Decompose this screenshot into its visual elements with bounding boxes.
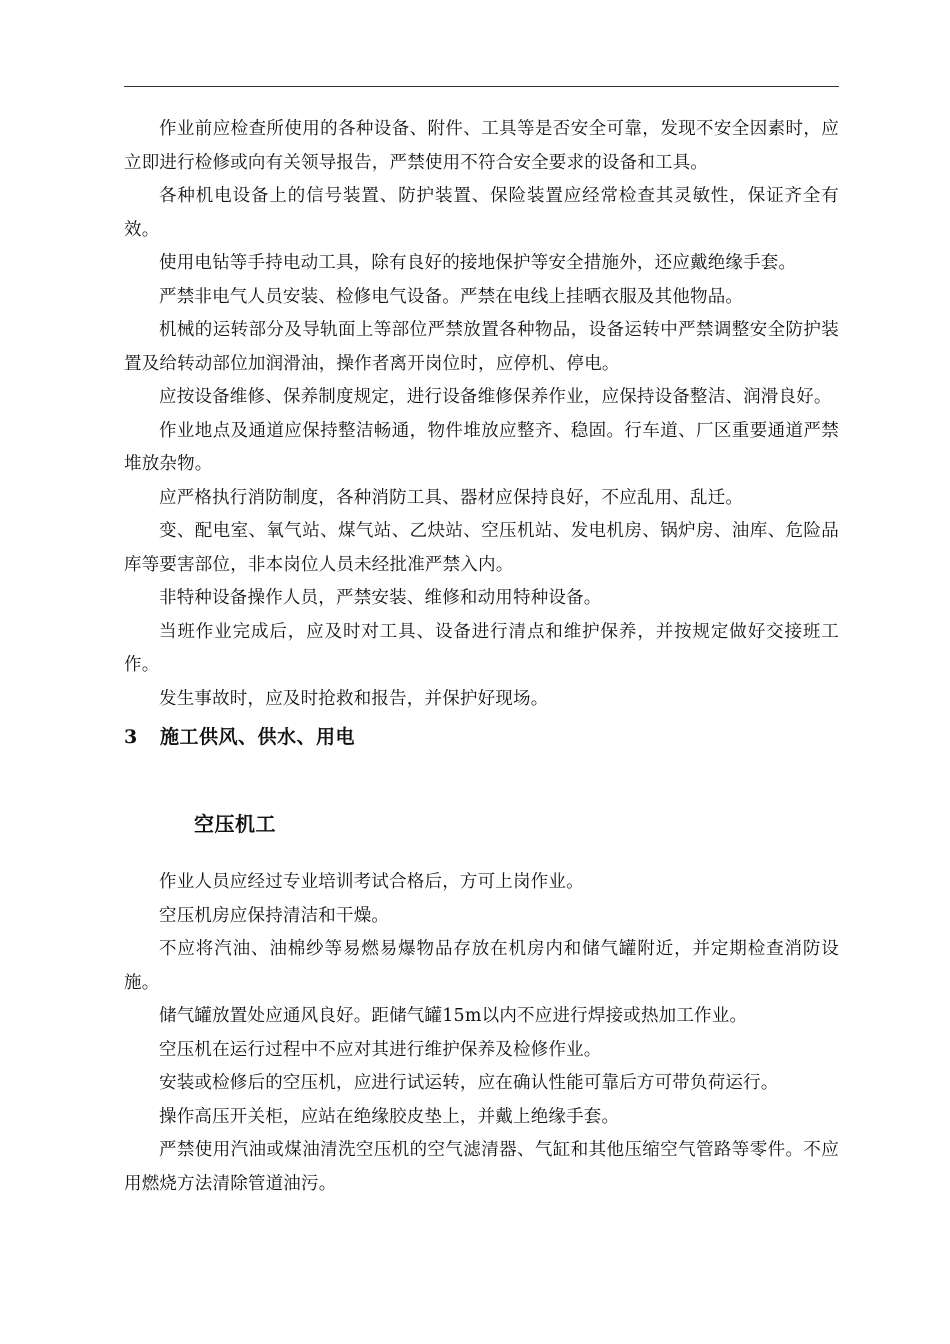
paragraph: 当班作业完成后，应及时对工具、设备进行清点和维护保养，并按规定做好交接班工作。 (124, 621, 839, 675)
paragraph: 非特种设备操作人员，严禁安装、维修和动用特种设备。 (159, 588, 602, 608)
header-rule (124, 86, 839, 87)
paragraph: 应严格执行消防制度，各种消防工具、器材应保持良好，不应乱用、乱迁。 (159, 487, 744, 508)
paragraph: 作业地点及通道应保持整洁畅通，物件堆放应整齐、稳固。行车道、厂区重要通道严禁堆放杂物。 (124, 420, 839, 474)
paragraph: 空压机房应保持清洁和干燥。 (159, 905, 390, 926)
paragraph: 使用电钻等手持电动工具，除有良好的接地保护等安全措施外，还应戴绝缘手套。 (159, 253, 797, 273)
paragraph: 安装或检修后的空压机，应进行试运转，应在确认性能可靠后方可带负荷运行。 (159, 1073, 779, 1093)
paragraph: 作业人员应经过专业培训考试合格后，方可上岗作业。 (159, 872, 584, 892)
paragraph: 空压机在运行过程中不应对其进行维护保养及检修作业。 (159, 1039, 602, 1060)
paragraph: 各种机电设备上的信号装置、防护装置、保险装置应经常检查其灵敏性，保证齐全有效。 (124, 186, 839, 240)
subsection-heading: 空压机工 (194, 812, 276, 836)
paragraph: 发生事故时，应及时抢救和报告，并保护好现场。 (159, 688, 549, 709)
section-title: 施工供风、供水、用电 (160, 726, 356, 748)
paragraph: 严禁非电气人员安装、检修电气设备。严禁在电线上挂晒衣服及其他物品。 (159, 286, 744, 307)
document-body (124, 113, 839, 1201)
paragraph: 作业前应检查所使用的各种设备、附件、工具等是否安全可靠，发现不安全因素时，应立即进行检修或向有关领导报告，严禁使用不符合安全要求的设备和工具。 (124, 119, 839, 173)
paragraph: 应按设备维修、保养制度规定，进行设备维修保养作业，应保持设备整洁、润滑良好。 (159, 387, 832, 407)
paragraph: 操作高压开关柜，应站在绝缘胶皮垫上，并戴上绝缘手套。 (159, 1106, 620, 1127)
paragraph: 机械的运转部分及导轨面上等部位严禁放置各种物品，设备运转中严禁调整安全防护装置及给转动部位加润滑油，操作者离开岗位时，应停机、停电。 (124, 320, 839, 374)
paragraph: 严禁使用汽油或煤油清洗空压机的空气滤清器、气缸和其他压缩空气管路等零件。不应用燃烧方法清除管道油污。 (124, 1140, 839, 1194)
paragraph: 变、配电室、氧气站、煤气站、乙炔站、空压机站、发电机房、锅炉房、油库、危险品库等要害部位，非本岗位人员未经批准严禁入内。 (124, 521, 839, 575)
section-number: 3 (124, 726, 138, 748)
paragraph: 不应将汽油、油棉纱等易燃易爆物品存放在机房内和储气罐附近，并定期检查消防设施。 (124, 939, 839, 993)
section-heading (124, 718, 839, 756)
paragraph: 储气罐放置处应通风良好。距储气罐15m以内不应进行焊接或热加工作业。 (159, 1006, 748, 1026)
